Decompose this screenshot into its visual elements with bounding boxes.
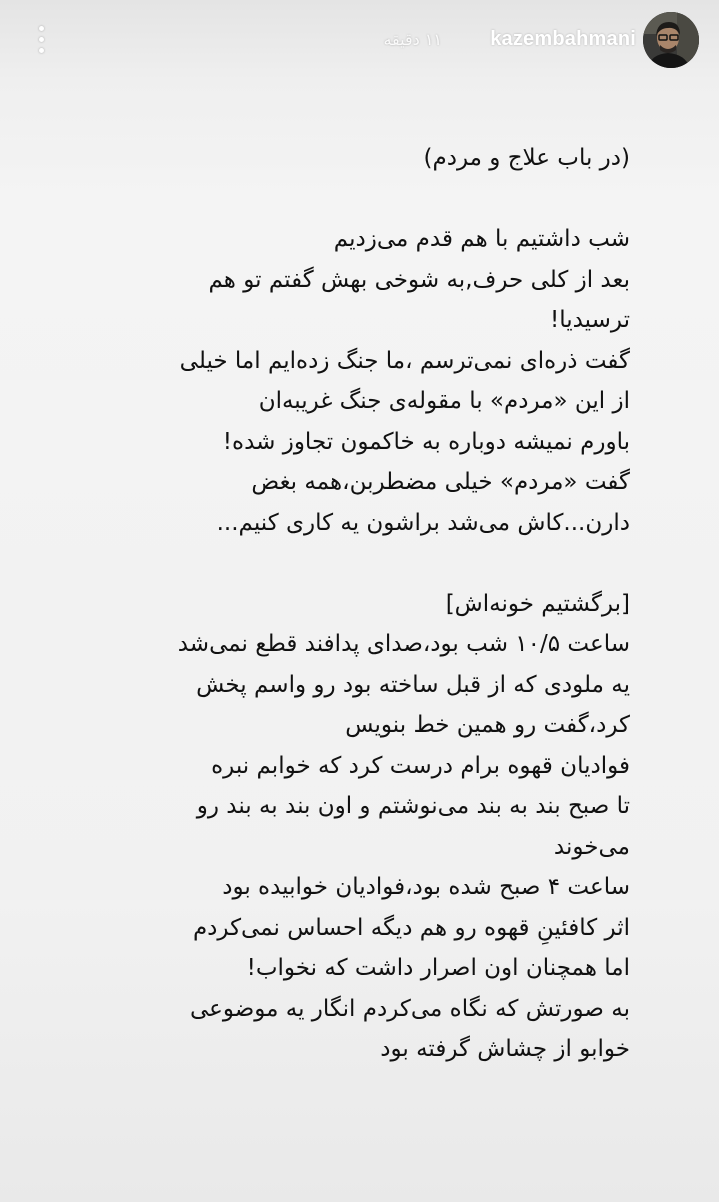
spacer	[60, 543, 630, 584]
text-line: به صورتش که نگاه می‌کردم انگار یه موضوعی	[189, 995, 630, 1022]
username[interactable]: kazembahmani	[490, 28, 636, 50]
text-line: می‌خوند	[553, 833, 630, 860]
text-line: یه ملودی که از قبل ساخته بود رو واسم پخش	[196, 671, 630, 698]
text-line: ترسیدیا!	[549, 307, 630, 333]
text-line: بعد از کلی حرف,به شوخی بهش گفتم تو هم	[208, 266, 630, 293]
post-title: (در باب علاج و مردم)	[423, 145, 630, 171]
story-header	[0, 0, 719, 90]
text-line: دارن...کاش می‌شد براشون یه کاری کنیم...	[216, 509, 630, 536]
story-text	[60, 138, 630, 1070]
text-line: باورم نمیشه دوباره به خاکمون تجاوز شده!	[222, 428, 630, 455]
text-line: از این «مردم» با مقوله‌ی جنگ غریبه‌ان	[258, 388, 630, 414]
avatar[interactable]	[643, 12, 699, 68]
text-line: ساعت ۴ صبح شده بود،فوادیان خوابیده بود	[222, 874, 630, 900]
text-line: شب داشتیم با هم قدم می‌زدیم	[333, 226, 630, 252]
text-line: [برگشتیم خونه‌اش]	[445, 590, 630, 617]
text-line: گفت «مردم» خیلی مضطربن،همه بغض	[251, 469, 630, 495]
text-line: اثر کافئینِ قهوه رو هم دیگه احساس نمی‌کردم	[192, 914, 630, 941]
more-icon	[39, 26, 44, 31]
text-line: خوابو از چشاش گرفته بود	[380, 1036, 630, 1062]
text-line: تا صبح بند به بند می‌نوشتم و اون بند به بند رو	[196, 793, 630, 819]
post-time: ۱۱ دقیقه	[383, 30, 442, 49]
text-line: ساعت ۱۰/۵ شب بود،صدای پدافند قطع نمی‌شد	[177, 631, 630, 657]
text-line: اما همچنان اون اصرار داشت که نخواب!	[246, 955, 630, 981]
spacer	[60, 179, 630, 220]
text-line: کرد،گفت رو همین خط بنویس	[345, 712, 630, 738]
more-options-button[interactable]	[28, 22, 56, 58]
text-line: گفت ذره‌ای نمی‌ترسم ،ما جنگ زده‌ایم اما خیلی	[179, 347, 630, 374]
profile-photo-icon	[643, 12, 699, 68]
text-line: فوادیان قهوه برام درست کرد که خوابم نبره	[211, 752, 630, 779]
